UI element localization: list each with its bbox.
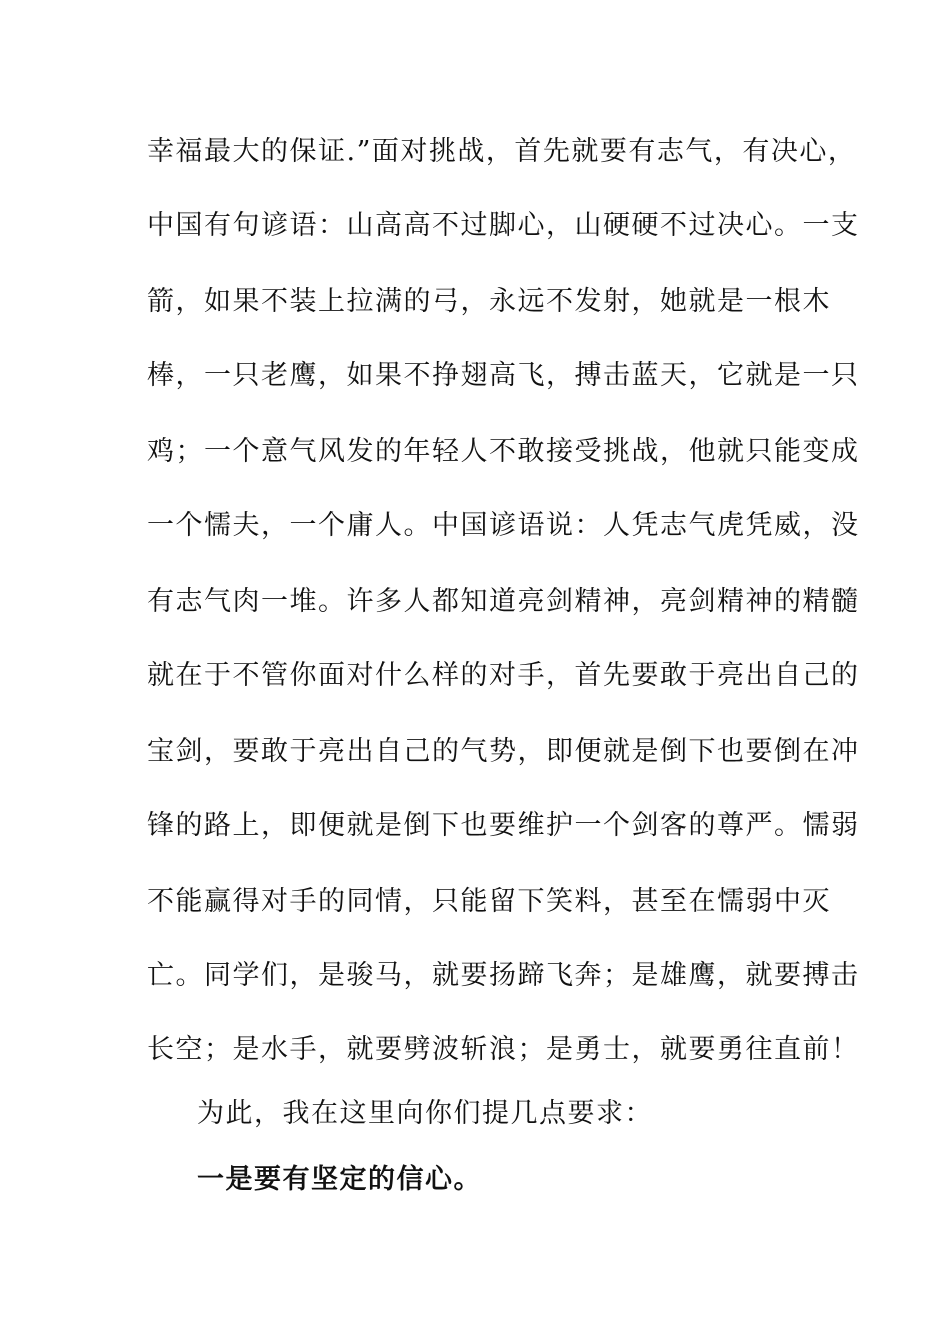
section-heading: 一是要有坚定的信心。	[197, 1164, 482, 1195]
paragraph-line: 宝剑，要敢于亮出自己的气势，即便就是倒下也要倒在冲	[147, 736, 860, 767]
paragraph-line: 棒，一只老鹰，如果不挣翅高飞，搏击蓝天，它就是一只	[147, 360, 860, 391]
paragraph-line: 鸡；一个意气风发的年轻人不敢接受挑战，他就只能变成	[147, 436, 860, 467]
paragraph-line: 锋的路上，即便就是倒下也要维护一个剑客的尊严。懦弱	[147, 810, 860, 841]
intro-line: 为此，我在这里向你们提几点要求：	[197, 1098, 653, 1129]
paragraph-line: 就在于不管你面对什么样的对手，首先要敢于亮出自己的	[147, 660, 860, 691]
paragraph-line: 一个懦夫，一个庸人。中国谚语说：人凭志气虎凭威，没	[147, 510, 860, 541]
paragraph-line: 有志气肉一堆。许多人都知道亮剑精神，亮剑精神的精髓	[147, 586, 860, 617]
paragraph-line: 长空；是水手，就要劈波斩浪；是勇士，就要勇往直前！	[147, 1034, 860, 1065]
paragraph-line: 箭，如果不装上拉满的弓，永远不发射，她就是一根木	[147, 286, 831, 317]
paragraph-line: 幸福最大的保证.”面对挑战，首先就要有志气，有决心，	[147, 136, 857, 167]
paragraph-line: 中国有句谚语：山高高不过脚心，山硬硬不过决心。一支	[147, 210, 860, 241]
paragraph-line: 不能赢得对手的同情，只能留下笑料，甚至在懦弱中灭	[147, 886, 831, 917]
paragraph-line: 亡。同学们，是骏马，就要扬蹄飞奔；是雄鹰，就要搏击	[147, 960, 860, 991]
